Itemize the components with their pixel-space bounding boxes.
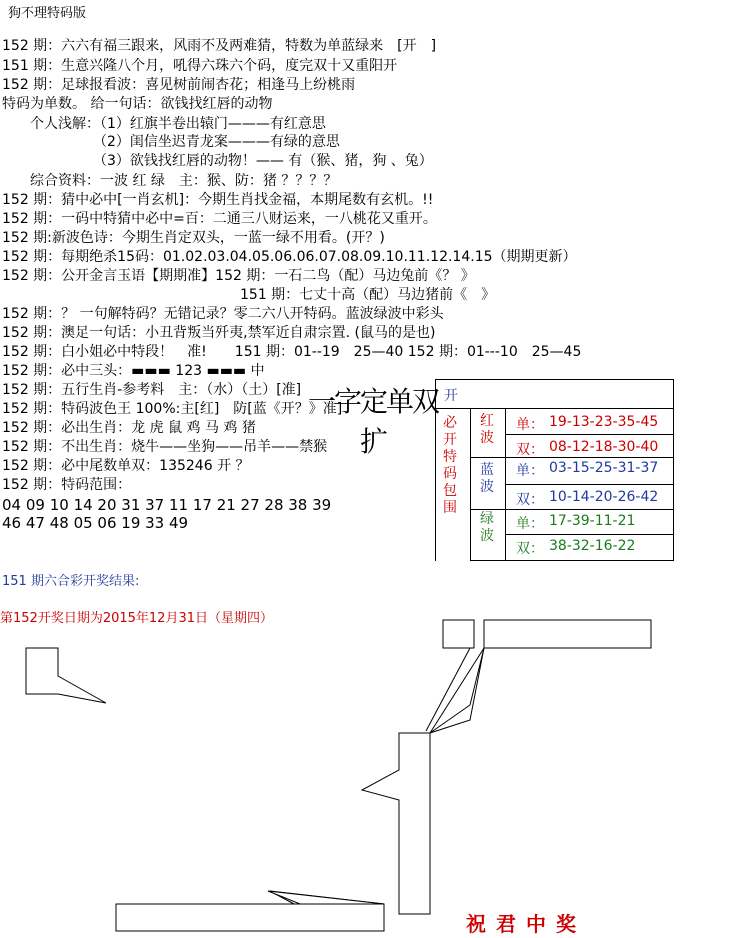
text-line: 152 期：特码范围：	[2, 477, 132, 493]
text-line: 152 期：特码波色王 100%:主[红] 防[蓝《开？》准]	[2, 401, 343, 417]
red-odd-label: 单：	[516, 417, 544, 433]
green-odd-label: 单：	[516, 516, 544, 532]
open-label: 开	[444, 388, 458, 404]
text-line: 152 期：一码中特猜中必中=百：二通三八财运来，一八桃花又重开。	[2, 211, 437, 227]
text-line: 152 期：必中尾数单双：135246 开 ？	[2, 458, 250, 474]
text-line: 152 期:新波色诗：今期生肖定双头，一蓝一绿不用看。(开？)	[2, 230, 385, 246]
text-line: 综合资料：一波 红 绿 主：猴、防：猪 ？？？？	[2, 173, 338, 189]
number-range-line: 04 09 10 14 20 31 37 11 17 21 27 28 38 39	[2, 496, 332, 514]
green-odd-numbers: 17-39-11-21	[549, 513, 636, 529]
text-line: 152 期：五行生肖-参考料 主：（水）（土）[准]	[2, 382, 302, 398]
text-line: 152 期：必中三头：▬▬▬ 123 ▬▬▬ 中	[2, 363, 265, 379]
text-line: 152 期：澳足一句话：小丑背叛当歼夷,禁军近自肃宗置. (鼠马的是也)	[2, 325, 436, 341]
next-draw-date: 第152开奖日期为2015年12月31日（星期四）	[0, 611, 273, 626]
red-wave-label: 红波	[480, 413, 494, 446]
blue-even-label: 双：	[516, 492, 544, 508]
red-even-numbers: 08-12-18-30-40	[549, 439, 659, 455]
side-label: 必开特码包围	[443, 415, 457, 516]
text-line: 152 期：猜中必中[一肖玄机]：今期生肖找金福，本期尾数有玄机。!!	[2, 192, 434, 208]
congrats-text: 祝君中奖	[466, 912, 586, 936]
green-wave-label: 绿波	[480, 511, 494, 544]
result-title: 151 期六合彩开奖结果:	[2, 574, 140, 589]
text-line: 个人浅解：（1）红旗半卷出辕门———有红意思	[2, 116, 326, 132]
text-line: 152 期：白小姐必中特段！ 准! 151 期：01--19 25—40 152 期：01---10 25—45	[2, 344, 582, 360]
text-line: 152 期：必出生肖：龙 虎 鼠 鸡 马 鸡 猪	[2, 420, 256, 436]
text-line: 152 期：公开金言玉语【期期准】152 期：一石二鸟（配）马边兔前《？ 》	[2, 268, 475, 284]
text-line: 152 期：每期绝杀15码：01.02.03.04.05.06.06.07.08.09.10.11.12.14.15（期期更新）	[2, 249, 577, 265]
text-line: 151 期：七丈十高（配）马边猪前《 》	[2, 287, 496, 303]
number-range-line: 46 47 48 05 06 19 33 49	[2, 514, 189, 532]
red-odd-numbers: 19-13-23-35-45	[549, 414, 659, 430]
blue-odd-label: 单：	[516, 463, 544, 479]
text-line: （2）闺信坐迟青龙案———有绿的意思	[2, 134, 340, 150]
blue-even-numbers: 10-14-20-26-42	[549, 489, 659, 505]
green-even-numbers: 38-32-16-22	[549, 538, 636, 554]
text-line: 152 期：六六有福三跟来，风雨不及两难猜，特数为单蓝绿来 [开 ]	[2, 38, 437, 54]
text-line: 152 期：不出生肖：烧牛——坐狗——吊羊——禁猴	[2, 439, 328, 455]
text-line: （3）欲钱找红唇的动物！—— 有（猴、猪，狗 、兔）	[2, 153, 433, 169]
text-line: 152 期：？ 一句解特码？无错记录？零二六八开特码。蓝波绿波中彩头	[2, 306, 444, 322]
expand-headline: 扩	[360, 425, 387, 458]
page-title: 狗不理特码版	[8, 6, 87, 21]
single-double-headline: 一字定单双	[308, 385, 439, 418]
text-line: 151 期：生意兴隆八个月，吼得六珠六个码，度完双十又重阳开	[2, 58, 398, 74]
green-even-label: 双：	[516, 541, 544, 557]
blue-wave-label: 蓝波	[480, 462, 494, 495]
text-line: 特码为单数。 给一句话：欲钱找红唇的动物	[2, 96, 273, 112]
blue-odd-numbers: 03-15-25-31-37	[549, 460, 659, 476]
red-even-label: 双：	[516, 442, 544, 458]
text-line: 152 期：足球报看波：喜见树前闹杏花；相逢马上纷桃雨	[2, 77, 356, 93]
